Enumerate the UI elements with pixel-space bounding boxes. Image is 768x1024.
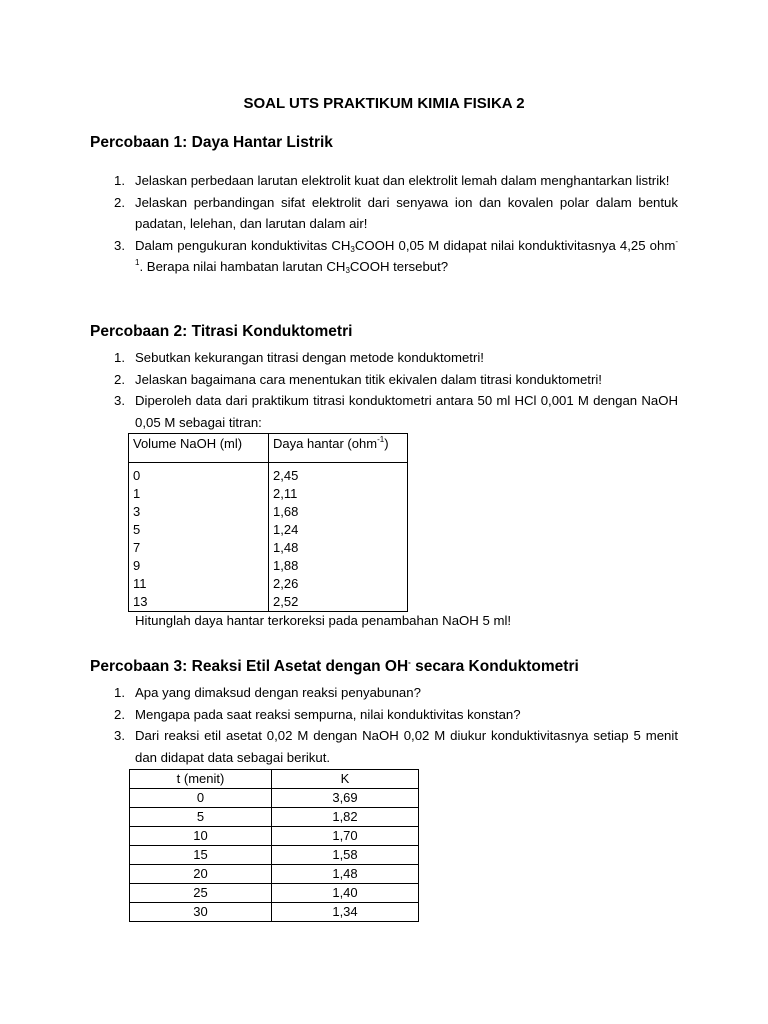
section-3-heading: Percobaan 3: Reaksi Etil Asetat dengan OH- secara Konduktometri xyxy=(90,658,579,675)
question-text: Jelaskan bagaimana cara menentukan titik ekivalen dalam titrasi konduktometri! xyxy=(135,371,602,387)
question-text: Apa yang dimaksud dengan reaksi penyabunan? xyxy=(135,685,421,700)
item-number: 3. xyxy=(114,393,125,408)
question-text: Jelaskan perbandingan sifat elektrolit dari senyawa ion dan kovalen polar dalam bentuk padatan, lelehan, dan larutan dalam air! xyxy=(135,194,678,231)
table-header-row xyxy=(130,770,419,789)
table-cell: 15 xyxy=(130,846,272,865)
question-text: Mengapa pada saat reaksi sempurna, nilai konduktivitas konstan? xyxy=(135,706,521,722)
question-text: Dalam pengukuran konduktivitas $CH_3COOH$ 0,05 M didapat nilai konduktivitasnya 4,25 ohm$^{-1}$. Berapa nilai hambatan larutan $CH_3COOH$ tersebut? xyxy=(135,236,678,275)
table-cell: 1,40 xyxy=(272,884,419,903)
list-item xyxy=(90,725,678,768)
item-number: 2. xyxy=(114,706,125,722)
list-item xyxy=(90,192,678,235)
item-number: 2. xyxy=(114,194,125,210)
table-cell: 1,58 xyxy=(272,846,419,865)
table-cell: 1,68 xyxy=(269,503,408,521)
table-row xyxy=(129,539,408,557)
page-title: SOAL UTS PRAKTIKUM KIMIA FISIKA 2 xyxy=(243,95,525,112)
column-header: t (menit) xyxy=(130,770,272,789)
section-3-questions xyxy=(90,682,678,768)
table-cell: 5 xyxy=(129,521,269,539)
table-cell: 30 xyxy=(130,903,272,922)
table-note: Hitunglah daya hantar terkoreksi pada penambahan NaOH 5 ml! xyxy=(135,613,512,628)
table-row xyxy=(129,575,408,593)
table-row xyxy=(129,521,408,539)
question-text: Sebutkan kekurangan titrasi dengan metode konduktometri! xyxy=(135,350,484,365)
section-2-heading: Percobaan 2: Titrasi Konduktometri xyxy=(90,323,353,340)
table-row xyxy=(129,463,408,486)
question-text: Dari reaksi etil asetat 0,02 M dengan NaOH 0,02 M diukur konduktivitasnya setiap 5 menit dan didapat data sebagai berikut. xyxy=(135,728,678,765)
list-item xyxy=(90,704,678,726)
table-row xyxy=(130,846,419,865)
table-row xyxy=(130,808,419,827)
table-cell: 0 xyxy=(130,789,272,808)
table-row xyxy=(130,884,419,903)
table-row xyxy=(129,593,408,612)
table-header-row xyxy=(129,434,408,463)
table-cell: 1,48 xyxy=(269,539,408,557)
list-item xyxy=(90,369,678,391)
column-header: Daya hantar (ohm$^{-1}$) xyxy=(269,434,408,463)
item-number: 1. xyxy=(114,350,125,365)
table-cell: 1,82 xyxy=(272,808,419,827)
table-cell: 3,69 xyxy=(272,789,419,808)
list-item xyxy=(90,682,678,704)
table-cell: 1,70 xyxy=(272,827,419,846)
table-row xyxy=(130,789,419,808)
list-item xyxy=(90,347,678,369)
table-row xyxy=(129,557,408,575)
table-cell: 2,45 xyxy=(269,463,408,486)
table-cell: 7 xyxy=(129,539,269,557)
table-cell: 25 xyxy=(130,884,272,903)
list-item xyxy=(90,235,678,278)
table-cell: 0 xyxy=(129,463,269,486)
table-cell: 5 xyxy=(130,808,272,827)
item-number: 3. xyxy=(114,237,125,253)
table-cell: 2,26 xyxy=(269,575,408,593)
table-cell: 11 xyxy=(129,575,269,593)
table-row xyxy=(129,485,408,503)
question-text: Jelaskan perbedaan larutan elektrolit kuat dan elektrolit lemah dalam menghantarkan listrik! xyxy=(135,173,670,188)
item-number: 2. xyxy=(114,371,125,387)
table-cell: 20 xyxy=(130,865,272,884)
column-header: K xyxy=(272,770,419,789)
section-1-heading: Percobaan 1: Daya Hantar Listrik xyxy=(90,134,333,151)
table-cell: 1,48 xyxy=(272,865,419,884)
titration-table xyxy=(128,433,408,612)
item-number: 1. xyxy=(114,685,125,700)
table-row xyxy=(130,865,419,884)
section-2-questions xyxy=(90,347,678,433)
section-1-questions xyxy=(90,170,678,278)
table-cell: 2,11 xyxy=(269,485,408,503)
list-item xyxy=(90,390,678,433)
table-cell: 13 xyxy=(129,593,269,612)
saponification-table xyxy=(129,769,419,922)
table-row xyxy=(130,827,419,846)
question-text: Diperoleh data dari praktikum titrasi konduktometri antara 50 ml HCl 0,001 M dengan NaOH 0,05 M sebagai titran: xyxy=(135,393,678,430)
column-header: Volume NaOH (ml) xyxy=(129,434,269,463)
table-cell: 1,24 xyxy=(269,521,408,539)
table-cell: 1,34 xyxy=(272,903,419,922)
table-cell: 1 xyxy=(129,485,269,503)
table-cell: 3 xyxy=(129,503,269,521)
table-cell: 1,88 xyxy=(269,557,408,575)
table-cell: 10 xyxy=(130,827,272,846)
table-row xyxy=(130,903,419,922)
item-number: 1. xyxy=(114,173,125,188)
table-row xyxy=(129,503,408,521)
table-cell: 9 xyxy=(129,557,269,575)
table-cell: 2,52 xyxy=(269,593,408,612)
item-number: 3. xyxy=(114,728,125,743)
list-item xyxy=(90,170,678,192)
